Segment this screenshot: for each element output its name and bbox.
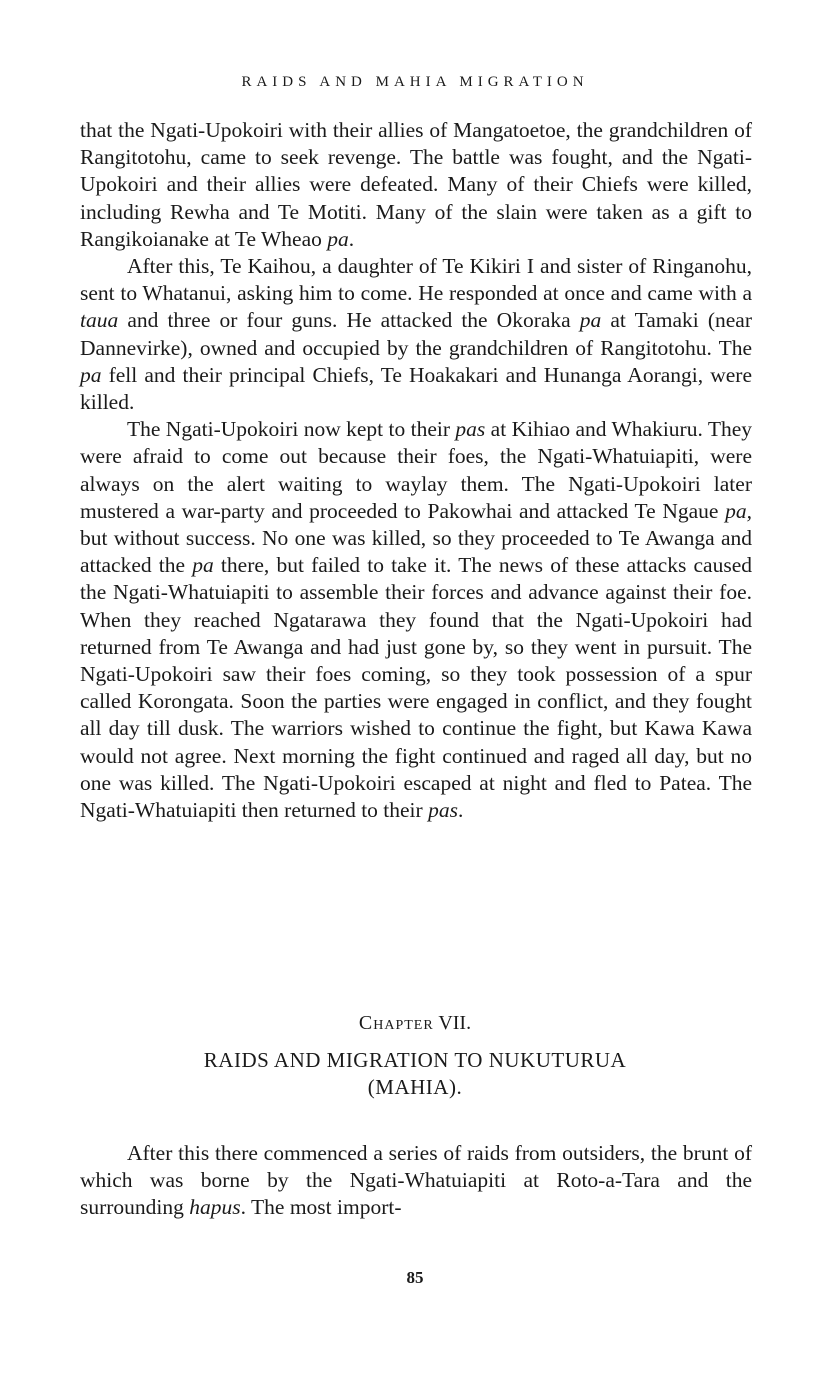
chapter-word: Chapter (358, 1012, 434, 1034)
running-head: RAIDS AND MAHIA MIGRATION (241, 74, 589, 90)
italic-term: pa (192, 553, 214, 578)
text-run: After this, Te Kaihou, a daughter of Te Kikiri I and sister of Ringanohu, sent to Whatanui, asking him to come. He responded at once and came with a (80, 254, 752, 306)
text-run: that the Ngati-Upokoiri with their allies of Mangatoetoe, the grandchildren of Rangitotohu, came to seek revenge. The battle was fought, and the Ngati-Upokoiri and their allies were defeated. Many of their Chiefs were killed, including Rewha and Te Motiti. Many of the slain were taken as a gift to Rangikoianake at Te Wheao (80, 118, 752, 251)
text-run: . The most import- (240, 1195, 402, 1220)
chapter-title-line-1: RAIDS AND MIGRATION TO NUKUTURUA (203, 1048, 627, 1072)
italic-term: pa (327, 226, 349, 251)
text-run: at Kihiao and Whakiuru. They were afraid to come out because their foes, the Ngati-Whatuiapiti, were always on the alert waiting to waylay them. The Ngati-Upokoiri later mustered a war-party and proceeded to Pakowhai and attacked Te Ngaue (80, 417, 752, 523)
italic-term: pas (455, 417, 486, 442)
italic-term: pa (80, 362, 102, 387)
italic-term: pa, (725, 498, 752, 523)
text-run: After this there commenced a series of raids from outsiders, the brunt of which was borne by the Ngati-Whatuiapiti at Roto-a-Tara and the surrounding (80, 1141, 752, 1220)
text-run: . (457, 798, 464, 823)
chapter-number: VII. (438, 1012, 472, 1034)
text-run: fell and their principal Chiefs, Te Hoakakari and Hunanga Aorangi, were killed. (80, 362, 752, 415)
paragraph-1 (80, 117, 752, 253)
chapter-title (120, 1047, 710, 1101)
italic-term: taua (80, 308, 119, 333)
chapter-label (0, 1012, 830, 1035)
italic-term: pa (579, 308, 602, 333)
page-number: 85 (406, 1268, 424, 1287)
body-text (80, 117, 752, 824)
paragraph-3 (80, 416, 752, 824)
italic-term: hapus (189, 1195, 241, 1220)
text-run: but without success. No one was killed, so they proceeded to Te Awanga and attacked the (80, 526, 752, 578)
chapter-title-line-2: (MAHIA). (367, 1075, 463, 1099)
text-run: there, but failed to take it. The news of these attacks caused the Ngati-Whatuiapiti to assemble their forces and advance against their foe. When they reached Ngatarawa they found that the Ngati-Upokoiri had returned from Te Awanga and had just gone by, so they went in pursuit. The Ngati-Upokoiri saw their foes coming, so they took possession of a spur called Korongata. Soon the parties were engaged in conflict, and they fought all day till dusk. The warriors wished to continue the fight, but Kawa Kawa would not agree. Next morning the fight continued and raged all day, but no one was killed. The Ngati-Upokoiri escaped at night and fled to Patea. The Ngati-Whatuiapiti then returned to their (80, 553, 753, 823)
italic-term: pas (428, 798, 458, 823)
text-run: The Ngati-Upokoiri now kept to their (127, 417, 456, 442)
paragraph-2 (80, 253, 752, 416)
text-run: and three or four guns. He attacked the Okoraka (118, 308, 580, 333)
chapter-body (80, 1140, 752, 1222)
text-run: . (348, 226, 355, 251)
text-run: at Tamaki (near Dannevirke), owned and occupied by the grandchildren of Rangitotohu. The (80, 308, 752, 360)
chapter-paragraph-1 (80, 1140, 752, 1222)
